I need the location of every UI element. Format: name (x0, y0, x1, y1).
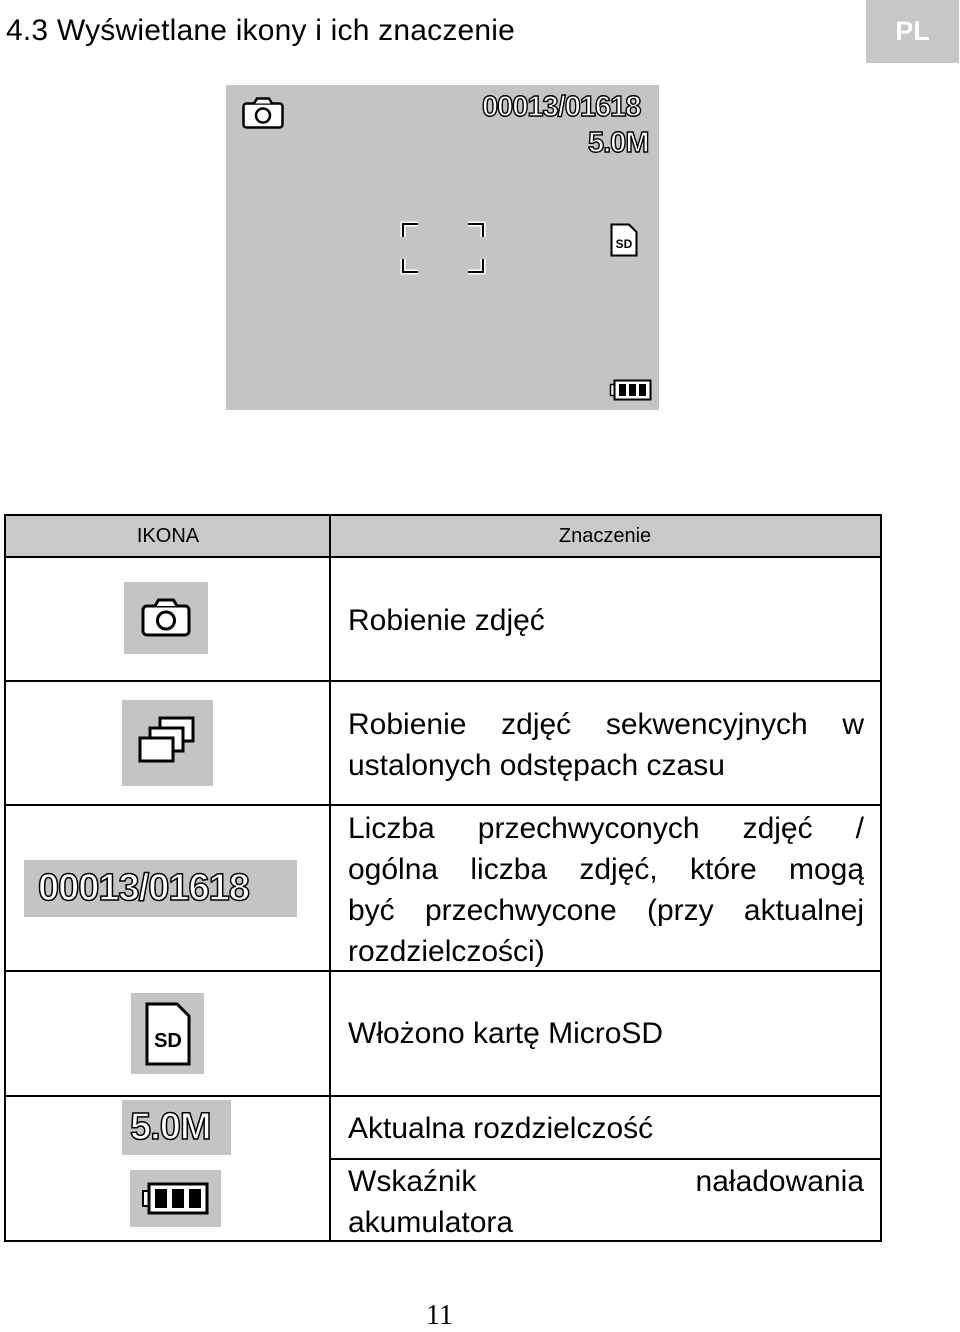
table-row-counter-icon-box (24, 860, 297, 917)
column-header-meaning: Znaczenie (558, 524, 652, 547)
page-title: 4.3 Wyświetlane ikony i ich znaczenie (6, 14, 516, 47)
battery-icon (130, 1170, 221, 1227)
row-divider (6, 1095, 880, 1097)
camera-preview-screen (226, 85, 659, 410)
camera-icon (124, 582, 208, 654)
meaning-counter-line-4: rozdzielczości) (348, 935, 545, 968)
meaning-burst-line-1: Robienie zdjęć sekwencyjnych w (348, 708, 864, 741)
resolution-icon: 5.0M (130, 1106, 211, 1148)
row-divider (6, 804, 880, 806)
focus-frame-icon (400, 221, 486, 275)
sd-card-icon (610, 223, 638, 257)
meaning-battery-line-2: akumulatora (348, 1206, 514, 1239)
camera-icon (242, 97, 284, 129)
row-divider (6, 680, 880, 682)
burst-frames-icon (122, 700, 213, 786)
meaning-counter-line-2: ogólna liczba zdjęć, które mogą (348, 853, 864, 886)
resolution-indicator: 5.0M (588, 127, 649, 159)
table-row-burst-icon-box (122, 700, 213, 786)
svg-text:SD: SD (615, 237, 633, 251)
icon-meaning-table (4, 514, 882, 1242)
battery-icon (609, 379, 653, 401)
meaning-counter-line-1: Liczba przechwyconych zdjęć / (348, 812, 864, 845)
table-row-sd-icon-box (131, 993, 204, 1074)
meaning-photo: Robienie zdjęć (348, 604, 545, 637)
svg-text:SD: SD (154, 1030, 182, 1052)
shot-counter-icon: 00013/01618 (38, 867, 249, 909)
column-divider (329, 516, 331, 1240)
shot-counter: 00013/01618 (482, 91, 641, 123)
table-row-resolution-icon-box (122, 1100, 231, 1155)
page-number: 11 (426, 1300, 453, 1331)
table-row-battery-icon-box (130, 1170, 221, 1227)
meaning-sd: Włożono kartę MicroSD (348, 1017, 664, 1050)
sd-card-icon (131, 993, 204, 1074)
row-divider (330, 1158, 880, 1160)
meaning-resolution: Aktualna rozdzielczość (348, 1112, 654, 1145)
meaning-burst-line-2: ustalonych odstępach czasu (348, 749, 725, 782)
table-header (6, 516, 880, 558)
language-badge: PL (866, 0, 959, 63)
meaning-counter-line-3: być przechwycone (przy aktualnej (348, 894, 864, 927)
column-header-icon: IKONA (136, 524, 200, 547)
meaning-battery-line-1: Wskaźnik naładowania (348, 1165, 864, 1198)
table-row-camera-icon-box (124, 582, 208, 654)
